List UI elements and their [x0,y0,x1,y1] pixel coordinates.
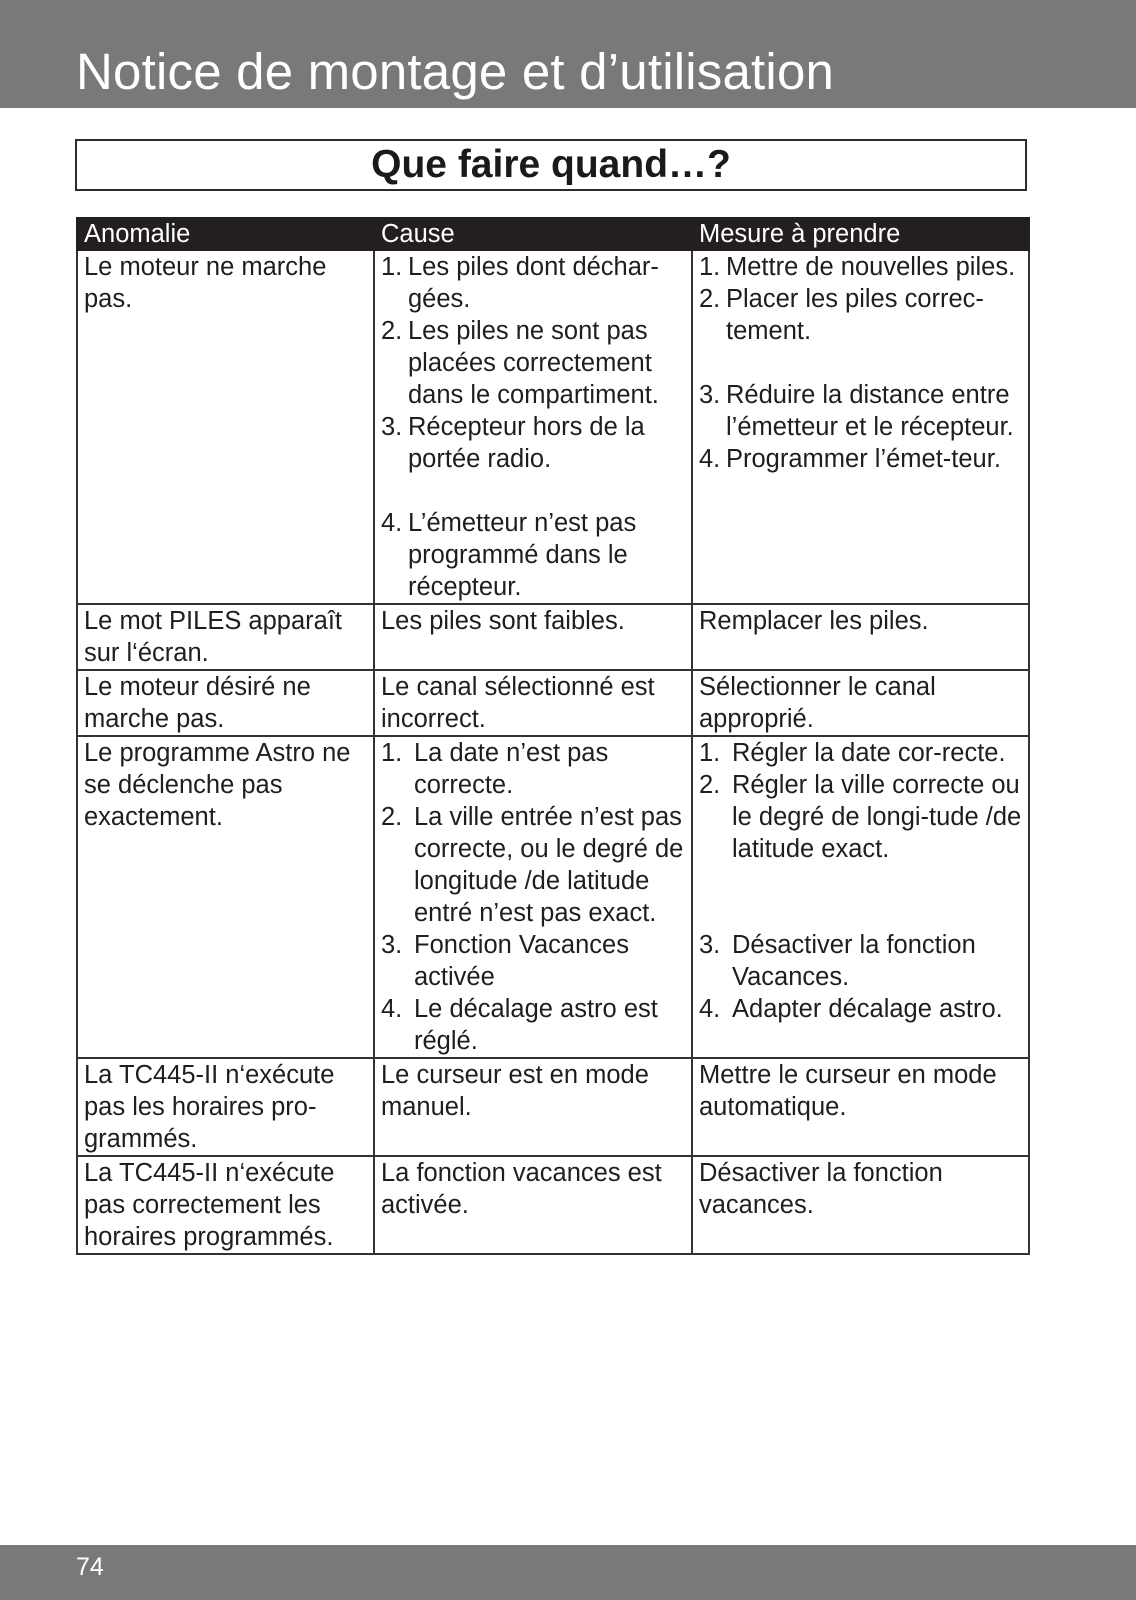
anomaly-cell: Le moteur désiré ne marche pas. [77,670,374,736]
cause-cell: Le canal sélectionné est incorrect. [374,670,692,736]
list-item: 3. Désactiver la fonction Vacances. [699,931,976,991]
cause-cell [374,250,692,604]
cause-cell: La fonction vacances est activée. [374,1156,692,1254]
measure-cell: Remplacer les piles. [692,604,1029,670]
measure-cell: Mettre le curseur en mode automatique. [692,1058,1029,1156]
list-item: 3. Réduire la distance entre l’émetteur et le récepteur. [699,381,1014,441]
cause-cell: Le curseur est en mode manuel. [374,1058,692,1156]
section-title: Que faire quand…? [371,143,731,186]
measure-cell [692,250,1029,604]
anomaly-cell: La TC445-II n‘exécute pas correctement les horaires programmés. [77,1156,374,1254]
anomaly-cell: Le programme Astro ne se déclenche pas exactement. [77,736,374,1058]
column-header-anomalie: Anomalie [77,218,374,250]
list-item: 1. Régler la date cor-recte. [699,739,1006,767]
table-row [77,670,1029,736]
cause-cell: Les piles sont faibles. [374,604,692,670]
list-item: 4. Adapter décalage astro. [699,995,1003,1023]
table-row [77,736,1029,1058]
list-item: 1. La date n’est pas correcte. [381,739,609,799]
list-item: 3. Récepteur hors de la portée radio. [381,413,645,473]
page-number: 74 [76,1553,104,1581]
troubleshooting-table [76,217,1030,1255]
list-item: 2. Les piles ne sont pas placées correctement dans le compartiment. [381,317,659,409]
table-header-row [77,218,1029,250]
anomaly-cell: Le mot PILES apparaît sur l‘écran. [77,604,374,670]
list-item: 2. La ville entrée n’est pas correcte, ou le degré de longitude /de latitude entré n’est pas exact. [381,803,684,927]
measure-cell: Désactiver la fonction vacances. [692,1156,1029,1254]
list-item: 1. Mettre de nouvelles piles. [699,253,1016,281]
table-row [77,1156,1029,1254]
cause-cell [374,736,692,1058]
measure-cell [692,736,1029,1058]
list-item: 1. Les piles dont déchar-gées. [381,253,659,313]
footer-band [0,1545,1136,1600]
list-item: 3. Fonction Vacances activée [381,931,629,991]
list-item: 2. Placer les piles correc-tement. [699,285,984,345]
column-header-mesure: Mesure à prendre [692,218,1029,250]
list-item: 2. Régler la ville correcte ou le degré de longi-tude /de latitude exact. [699,771,1022,863]
document-title: Notice de montage et d’utilisation [76,43,835,100]
column-header-cause: Cause [374,218,692,250]
anomaly-cell: La TC445-II n‘exécute pas les horaires pro-grammés. [77,1058,374,1156]
section-title-box [75,139,1027,191]
table-row [77,604,1029,670]
table-row [77,1058,1029,1156]
table-row [77,250,1029,604]
list-item: 4. L’émetteur n’est pas programmé dans le récepteur. [381,509,637,601]
list-item: 4. Programmer l’émet-teur. [699,445,1001,473]
measure-cell: Sélectionner le canal approprié. [692,670,1029,736]
list-item: 4. Le décalage astro est réglé. [381,995,658,1055]
anomaly-cell: Le moteur ne marche pas. [77,250,374,604]
